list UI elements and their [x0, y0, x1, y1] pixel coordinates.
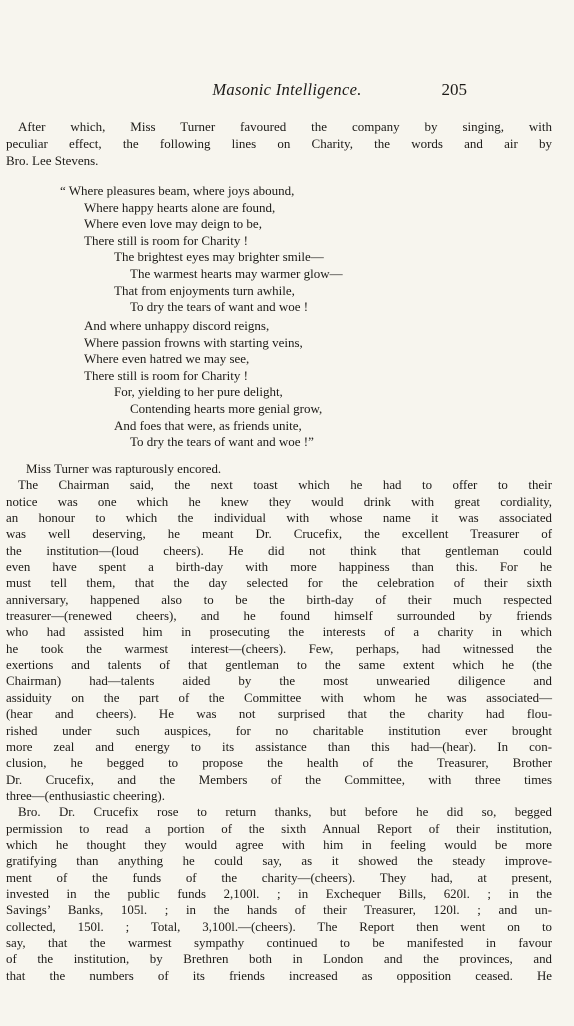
- text-line: must tell them, that the day selected for the celebration of their sixth: [6, 576, 552, 591]
- text-line: permission to read a portion of the sixth Annual Report of their institution,: [6, 821, 552, 836]
- text-line: The Chairman said, the next toast which he had to offer to their: [18, 478, 552, 493]
- poem-line: There still is room for Charity !: [84, 232, 248, 248]
- text-line: of the institution, by Brethren both in London and the provinces, and: [6, 952, 552, 967]
- poem-line: Where even love may deign to be,: [84, 216, 262, 232]
- text-line: clusion, he begged to propose the health of the Treasurer, Brother: [6, 756, 552, 771]
- text-line: an honour to which the individual with whose name it was associated: [6, 511, 552, 526]
- text-line: Dr. Crucefix, and the Members of the Committee, with three times: [6, 772, 552, 787]
- text-line: Chairman) had—talents aided by the most unwearied diligence and: [6, 674, 552, 689]
- poem-line: There still is room for Charity !: [84, 367, 248, 383]
- text-line: assiduity on the part of the Committee with whom he was associated—: [6, 690, 552, 705]
- running-header: [0, 80, 574, 104]
- text-line: After which, Miss Turner favoured the company by singing, with: [18, 119, 552, 134]
- poem-line: The brightest eyes may brighter smile—: [114, 249, 324, 265]
- text-line: which he thought they would agree with him in feeling would be more: [6, 837, 552, 852]
- text-line: even have spent a birth-day with more happiness than this. For he: [6, 560, 552, 575]
- text-line: peculiar effect, the following lines on Charity, the words and air by: [6, 136, 552, 152]
- intro-paragraph: [6, 118, 552, 169]
- text-line: say, that the warmest sympathy continued to be manifested in favour: [6, 935, 552, 950]
- poem-line: And foes that were, as friends unite,: [114, 417, 302, 433]
- text-line: was well deserving, he meant Dr. Crucefix, the excellent Treasurer of: [6, 527, 552, 542]
- text-line: notice was one which he knew they would drink with great cordiality,: [6, 494, 552, 509]
- text-line: that the numbers of its friends increased as opposition ceased. He: [6, 968, 552, 983]
- text-line: three—(enthusiastic cheering).: [6, 788, 165, 803]
- text-line: he took the warmest interest—(cheers). Few, perhaps, had witnessed the: [6, 641, 552, 656]
- poem-line: The warmest hearts may warmer glow—: [130, 265, 343, 281]
- text-line: Savings’ Banks, 105l. ; in the hands of their Treasurer, 120l. ; and un-: [6, 903, 552, 918]
- text-line: collected, 150l. ; Total, 3,100l.—(cheers). The Report then went on to: [6, 919, 552, 934]
- poem-line: For, yielding to her pure delight,: [114, 384, 283, 400]
- poem-line: And where unhappy discord reigns,: [84, 318, 270, 333]
- text-line: (hear and cheers). He was not surprised that the charity had flou-: [6, 707, 552, 722]
- poem-line: To dry the tears of want and woe !”: [130, 434, 314, 450]
- text-line: exertions and talents of that gentleman to the same extent which he (the: [6, 658, 552, 673]
- poem-stanza-1: [60, 183, 343, 316]
- text-line: who had assisted him in prosecuting the interests of a charity in which: [6, 625, 552, 640]
- running-title: Masonic Intelligence.: [212, 80, 362, 99]
- poem-line: Contending hearts more genial grow,: [130, 400, 323, 416]
- text-line: anniversary, happened also to be the birth-day of their much respected: [6, 592, 552, 607]
- text-line: Bro. Dr. Crucefix rose to return thanks, but before he did so, begged: [18, 805, 552, 820]
- text-line: gratifying than anything he could say, as it showed the steady improve-: [6, 854, 552, 869]
- report-paragraphs: [6, 461, 552, 984]
- text-line: more zeal and energy to its assistance than this had—(hear). In con-: [6, 739, 552, 754]
- poem-line: To dry the tears of want and woe !: [130, 299, 309, 315]
- page-number: 205: [441, 80, 467, 99]
- poem-line: Where happy hearts alone are found,: [84, 199, 276, 215]
- poem-line: That from enjoyments turn awhile,: [114, 282, 295, 298]
- text-line: rished under such auspices, for no charitable institution ever brought: [6, 723, 552, 738]
- poem-line: “ Where pleasures beam, where joys abound,: [60, 183, 295, 198]
- text-line: ment of the funds of the charity—(cheers). They had, at present,: [6, 870, 552, 885]
- text-line: Miss Turner was rapturously encored.: [26, 462, 222, 476]
- text-line: treasurer—(renewed cheers), and he found himself surrounded by friends: [6, 609, 552, 624]
- text-line: Bro. Lee Stevens.: [6, 153, 99, 169]
- text-line: invested in the public funds 2,100l. ; in Exchequer Bills, 620l. ; in the: [6, 886, 552, 901]
- poem-stanza-2: [60, 318, 322, 451]
- poem-line: Where passion frowns with starting veins,: [84, 334, 303, 350]
- text-line: the institution—(loud cheers). He did not think that gentleman could: [6, 543, 552, 558]
- poem-line: Where even hatred we may see,: [84, 351, 250, 367]
